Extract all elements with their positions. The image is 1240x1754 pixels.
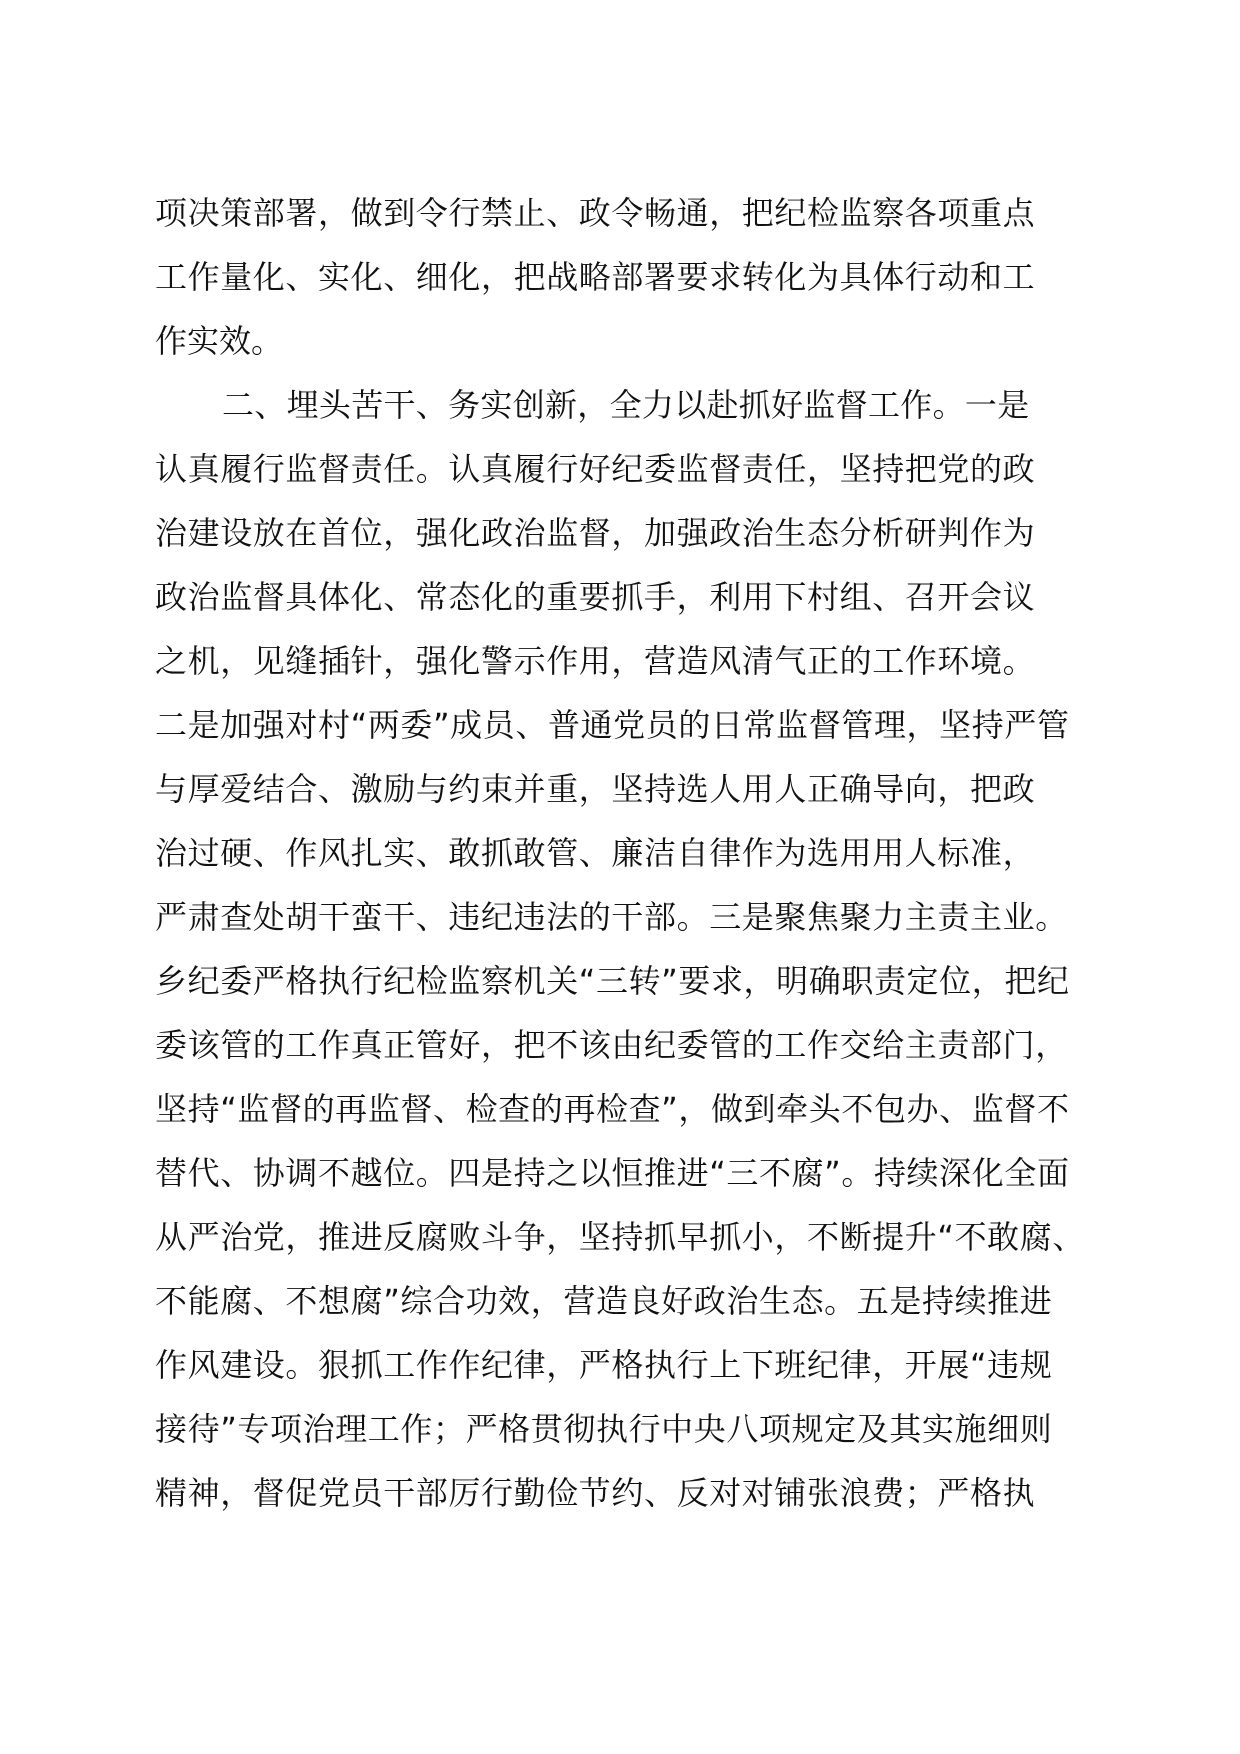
text-line: 之机，见缝插针，强化警示作用，营造风清气正的工作环境。 bbox=[155, 642, 1036, 680]
text-line: 与厚爱结合、激励与约束并重，坚持选人用人正确导向，把政 bbox=[155, 770, 1036, 808]
text-line: 二是加强对村“两委”成员、普通党员的日常监督管理，坚持严管 bbox=[155, 706, 1070, 744]
text-line: 作风建设。狠抓工作作纪律，严格执行上下班纪律，开展“违规 bbox=[155, 1346, 1053, 1384]
text-line: 治建设放在首位，强化政治监督，加强政治生态分析研判作为 bbox=[155, 514, 1036, 552]
text-line: 从严治党，推进反腐败斗争，坚持抓早抓小，不断提升“不敢腐、 bbox=[155, 1218, 1085, 1256]
text-line: 认真履行监督责任。认真履行好纪委监督责任，坚持把党的政 bbox=[155, 450, 1036, 488]
text-line: 政治监督具体化、常态化的重要抓手，利用下村组、召开会议 bbox=[155, 578, 1036, 616]
text-line: 精神，督促党员干部厉行勤俭节约、反对对铺张浪费；严格执 bbox=[155, 1474, 1036, 1512]
text-line: 作实效。 bbox=[155, 322, 284, 360]
text-line: 替代、协调不越位。四是持之以恒推进“三不腐”。持续深化全面 bbox=[155, 1154, 1070, 1192]
section-heading-line: 二、埋头苦干、务实创新，全力以赴抓好监督工作。一是 bbox=[222, 386, 1030, 424]
text-line: 委该管的工作真正管好，把不该由纪委管的工作交给主责部门， bbox=[155, 1026, 1068, 1064]
text-line: 不能腐、不想腐”综合功效，营造良好政治生态。五是持续推进 bbox=[155, 1282, 1053, 1320]
text-line: 乡纪委严格执行纪检监察机关“三转”要求，明确职责定位，把纪 bbox=[155, 962, 1070, 1000]
text-line: 接待”专项治理工作；严格贯彻执行中央八项规定及其实施细则 bbox=[155, 1410, 1053, 1448]
text-line: 工作量化、实化、细化，把战略部署要求转化为具体行动和工 bbox=[155, 258, 1036, 296]
text-line: 项决策部署，做到令行禁止、政令畅通，把纪检监察各项重点 bbox=[155, 194, 1036, 232]
text-line: 严肃查处胡干蛮干、违纪违法的干部。三是聚焦聚力主责主业。 bbox=[155, 898, 1068, 936]
text-line: 坚持“监督的再监督、检查的再检查”，做到牵头不包办、监督不 bbox=[155, 1090, 1070, 1128]
text-line: 治过硬、作风扎实、敢抓敢管、廉洁自律作为选用用人标准， bbox=[155, 834, 1036, 872]
